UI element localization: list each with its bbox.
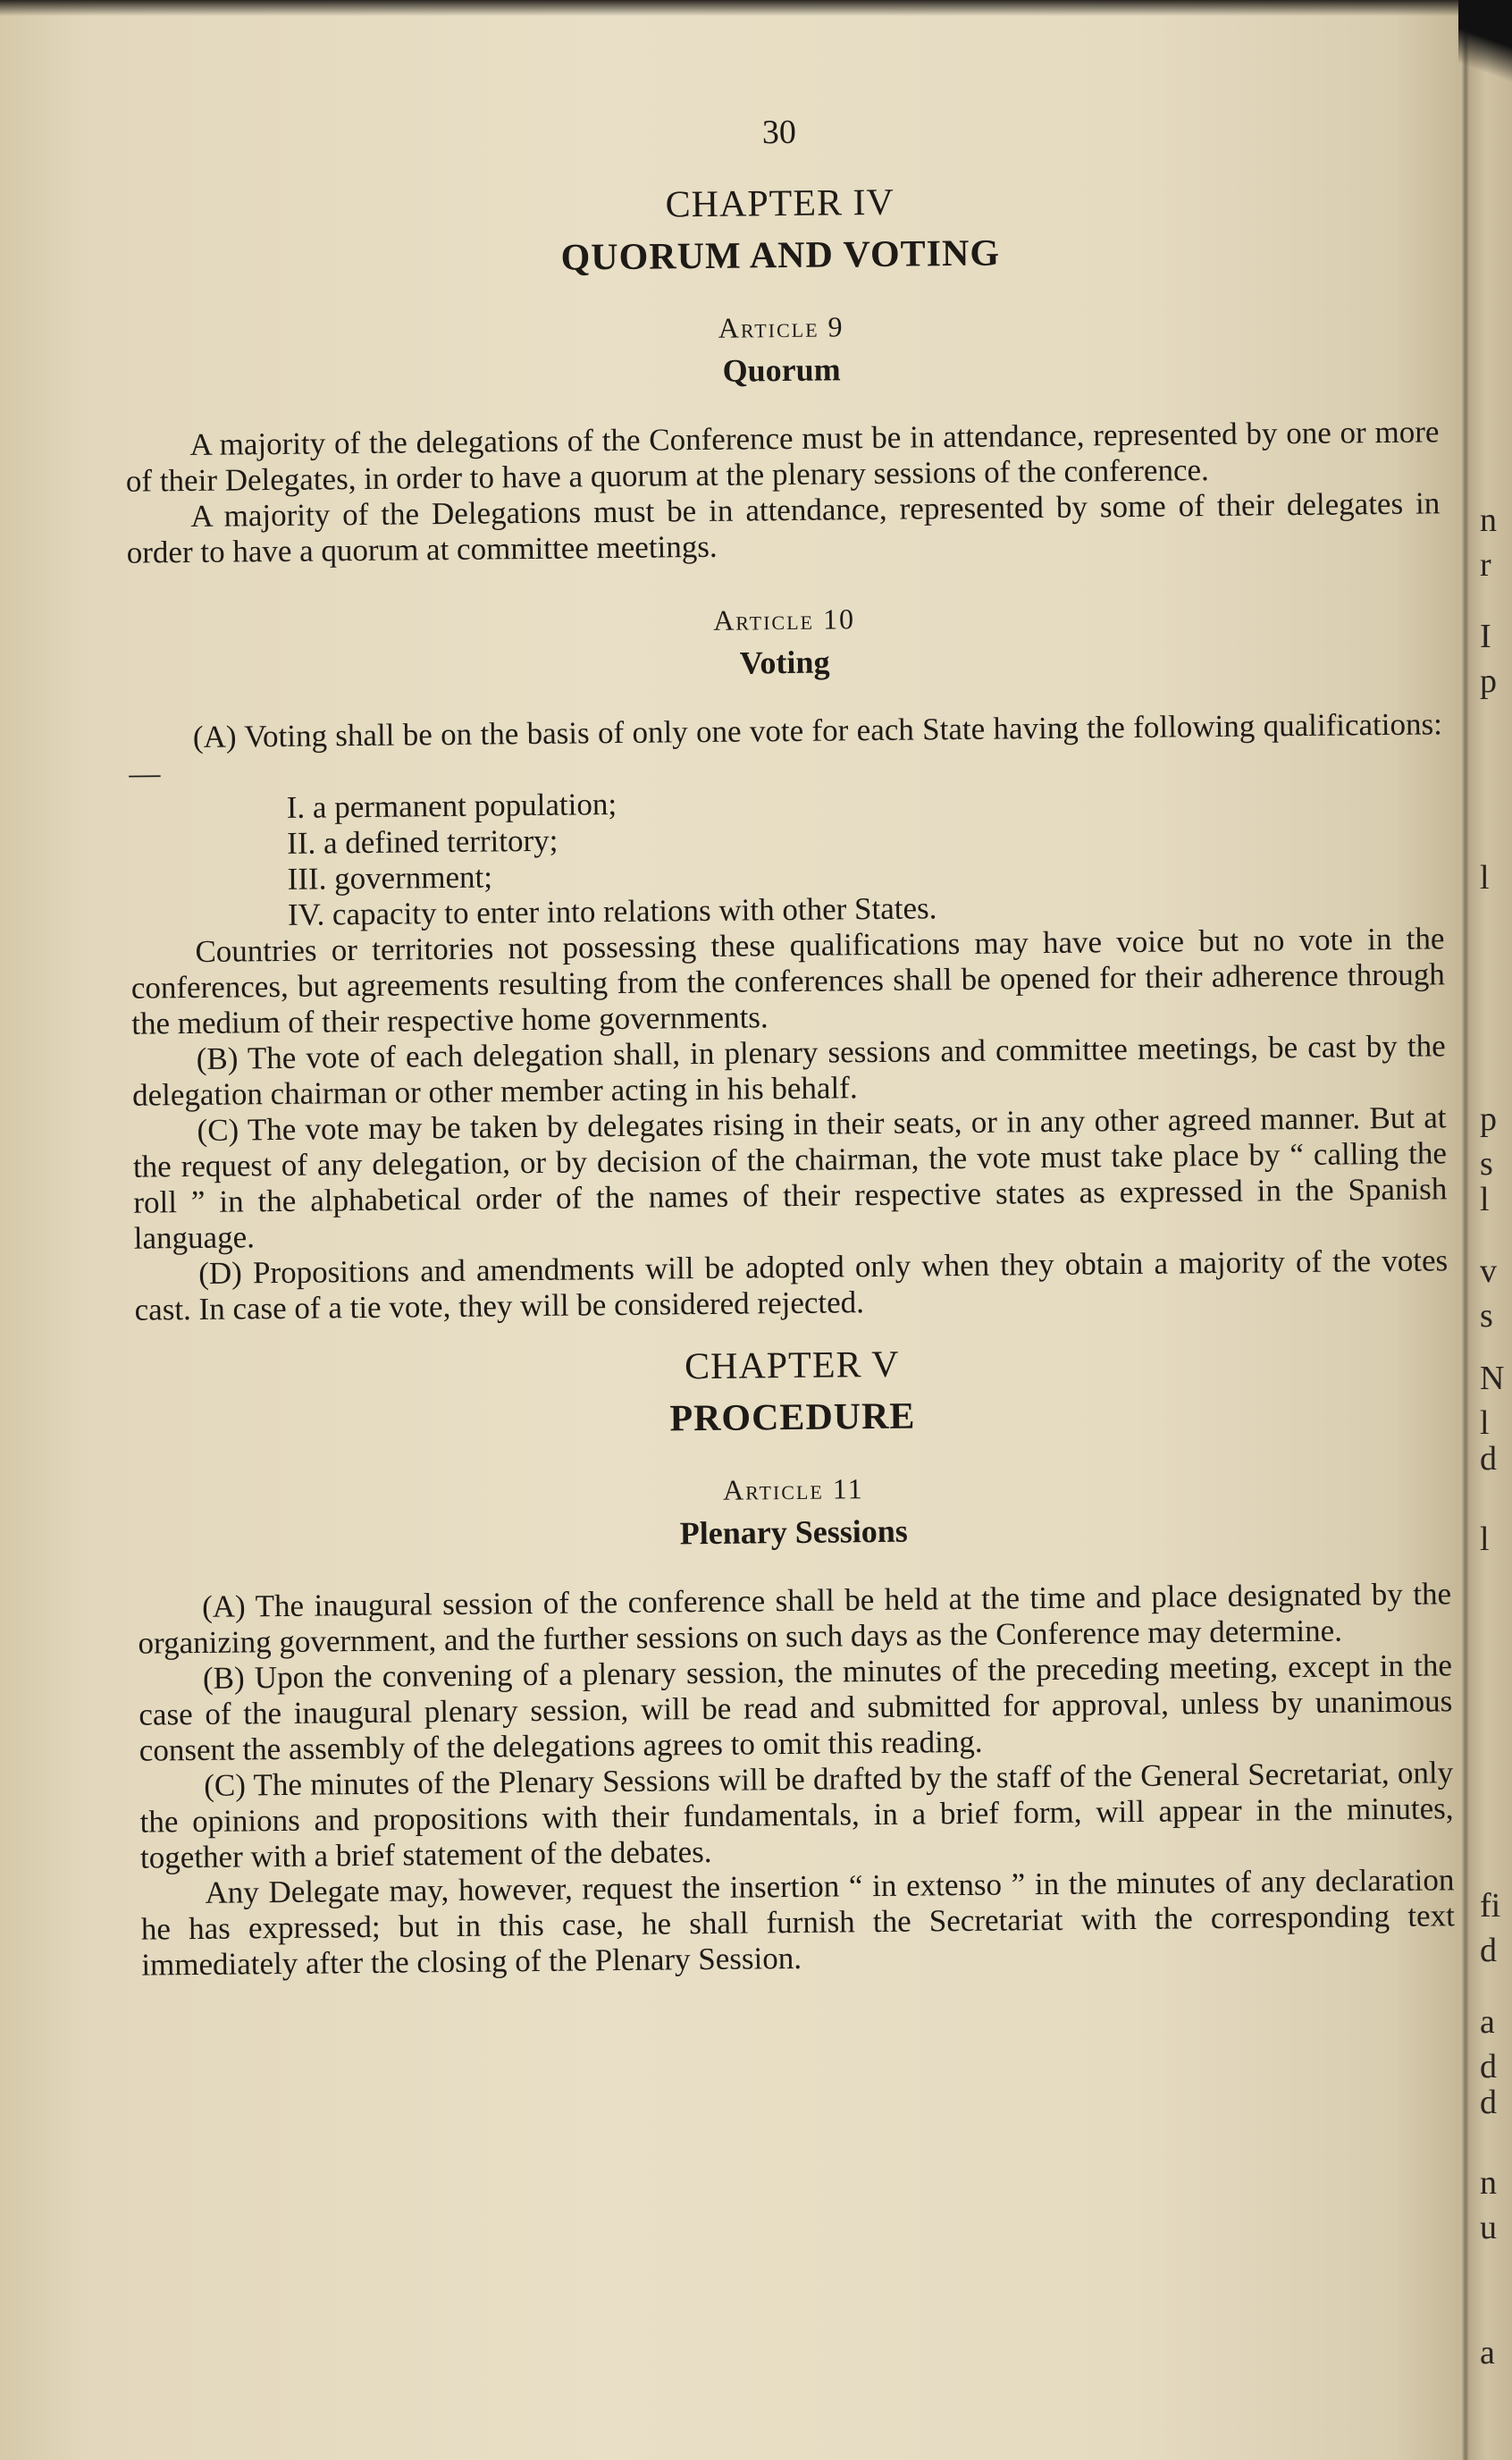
- margin-fragment: v: [1480, 1252, 1497, 1290]
- article-10-label: Article 10: [713, 602, 856, 636]
- margin-fragment: d: [1480, 1440, 1497, 1478]
- chapter-v-title: PROCEDURE: [669, 1395, 916, 1440]
- margin-fragment: l: [1480, 1404, 1490, 1442]
- article-11-paragraph-c: (C) The minutes of the Plenary Sessions will be drafted by the staff of the General Secretariat, only the opinions and propositions with their fundamentals, in a brief form, will appear in the minutes, together with a brief statement of the debates.: [139, 1755, 1454, 1875]
- margin-fragment: l: [1480, 1521, 1490, 1558]
- adjacent-page-edge: [1469, 0, 1512, 2460]
- margin-fragment: n: [1480, 2164, 1497, 2202]
- margin-fragment: p: [1480, 662, 1497, 700]
- article-9-label: Article 9: [718, 310, 844, 344]
- qualification-item: II. a defined territory;: [286, 822, 559, 861]
- margin-fragment: r: [1480, 546, 1491, 584]
- margin-fragment: p: [1480, 1100, 1497, 1138]
- article-9-title: Quorum: [722, 351, 841, 389]
- article-11-title: Plenary Sessions: [679, 1512, 909, 1552]
- article-10-paragraph-b: (B) The vote of each delegation shall, in plenary sessions and committee meetings, be cast by the delegation chairman or other member acting in his behalf.: [131, 1028, 1446, 1113]
- article-9-paragraph-1: A majority of the delegations of the Conference must be in attendance, represented by one or more of their Delegates, in order to have a quorum at the plenary sessions of the conference.: [125, 414, 1440, 499]
- book-gutter: [1462, 0, 1469, 2460]
- margin-fragment: n: [1480, 501, 1497, 539]
- article-11-paragraph-any-delegate: Any Delegate may, however, request the insertion “ in extenso ” in the minutes of any declaration he has expressed; but in this case, he shall furnish the Secretariat with the corresponding text immediately after the closing of the Plenary Session.: [140, 1862, 1456, 1983]
- article-10-paragraph-a: (A) Voting shall be on the basis of only one vote for each State having the following qualifications:—: [129, 706, 1443, 791]
- qualification-item: IV. capacity to enter into relations with other States.: [287, 890, 937, 932]
- page-number: 30: [761, 113, 797, 152]
- article-11-paragraph-b: (B) Upon the convening of a plenary session, the minutes of the preceding meeting, except in the case of the inaugural plenary session, will be read and submitted for approval, unless by unanimous consent the assembly of the delegations agrees to omit this reading.: [139, 1647, 1453, 1768]
- page-body: [122, 82, 1459, 2420]
- qualification-item: III. government;: [287, 859, 493, 897]
- margin-fragment: l: [1480, 1181, 1490, 1218]
- margin-fragment: a: [1480, 2334, 1495, 2372]
- chapter-v-heading: CHAPTER V: [684, 1344, 900, 1388]
- margin-fragment: N: [1480, 1360, 1505, 1397]
- margin-fragment: d: [1480, 1932, 1497, 1969]
- qualifications-list: [130, 778, 1445, 934]
- article-10-paragraph-countries: Countries or territories not possessing these qualifications may have voice but no vote in the conferences, but agreements resulting from the conferences shall be opened for their adherence through the medium of their respective home governments.: [130, 921, 1445, 1041]
- article-10-title: Voting: [739, 644, 830, 681]
- margin-fragment: d: [1480, 2048, 1497, 2085]
- corner-shadow: [1458, 0, 1512, 98]
- top-shadow: [0, 0, 1512, 16]
- chapter-iv-heading: CHAPTER IV: [665, 181, 895, 226]
- qualification-item: I. a permanent population;: [286, 787, 617, 825]
- article-10-paragraph-d: (D) Propositions and amendments will be adopted only when they obtain a majority of the votes cast. In case of a tie vote, they will be considered rejected.: [134, 1243, 1449, 1327]
- article-10-paragraph-c: (C) The vote may be taken by delegates rising in their seats, or in any other agreed manner. But at the request of any delegation, or by decision of the chairman, the vote must take place by “ calling the roll ” in the alphabetical order of the names of their respective states as expressed in the Spanish language.: [132, 1099, 1448, 1256]
- margin-fragment: s: [1480, 1297, 1493, 1335]
- margin-fragment: I: [1480, 618, 1491, 655]
- margin-fragment: u: [1480, 2209, 1497, 2246]
- margin-fragment: d: [1480, 2084, 1497, 2121]
- article-11-label: Article 11: [722, 1472, 864, 1506]
- article-9-paragraph-2: A majority of the Delegations must be in attendance, represented by some of their delegates in order to have a quorum at committee meetings.: [126, 485, 1441, 570]
- margin-fragment: s: [1480, 1145, 1493, 1183]
- margin-fragment: fi: [1480, 1887, 1501, 1925]
- article-11-paragraph-a: (A) The inaugural session of the conference shall be held at the time and place designated by the organizing government, and the further sessions on such days as the Conference may determine.: [138, 1576, 1452, 1661]
- margin-fragment: a: [1480, 2003, 1495, 2041]
- chapter-iv-title: QUORUM AND VOTING: [560, 232, 1001, 279]
- margin-fragment: l: [1480, 859, 1490, 897]
